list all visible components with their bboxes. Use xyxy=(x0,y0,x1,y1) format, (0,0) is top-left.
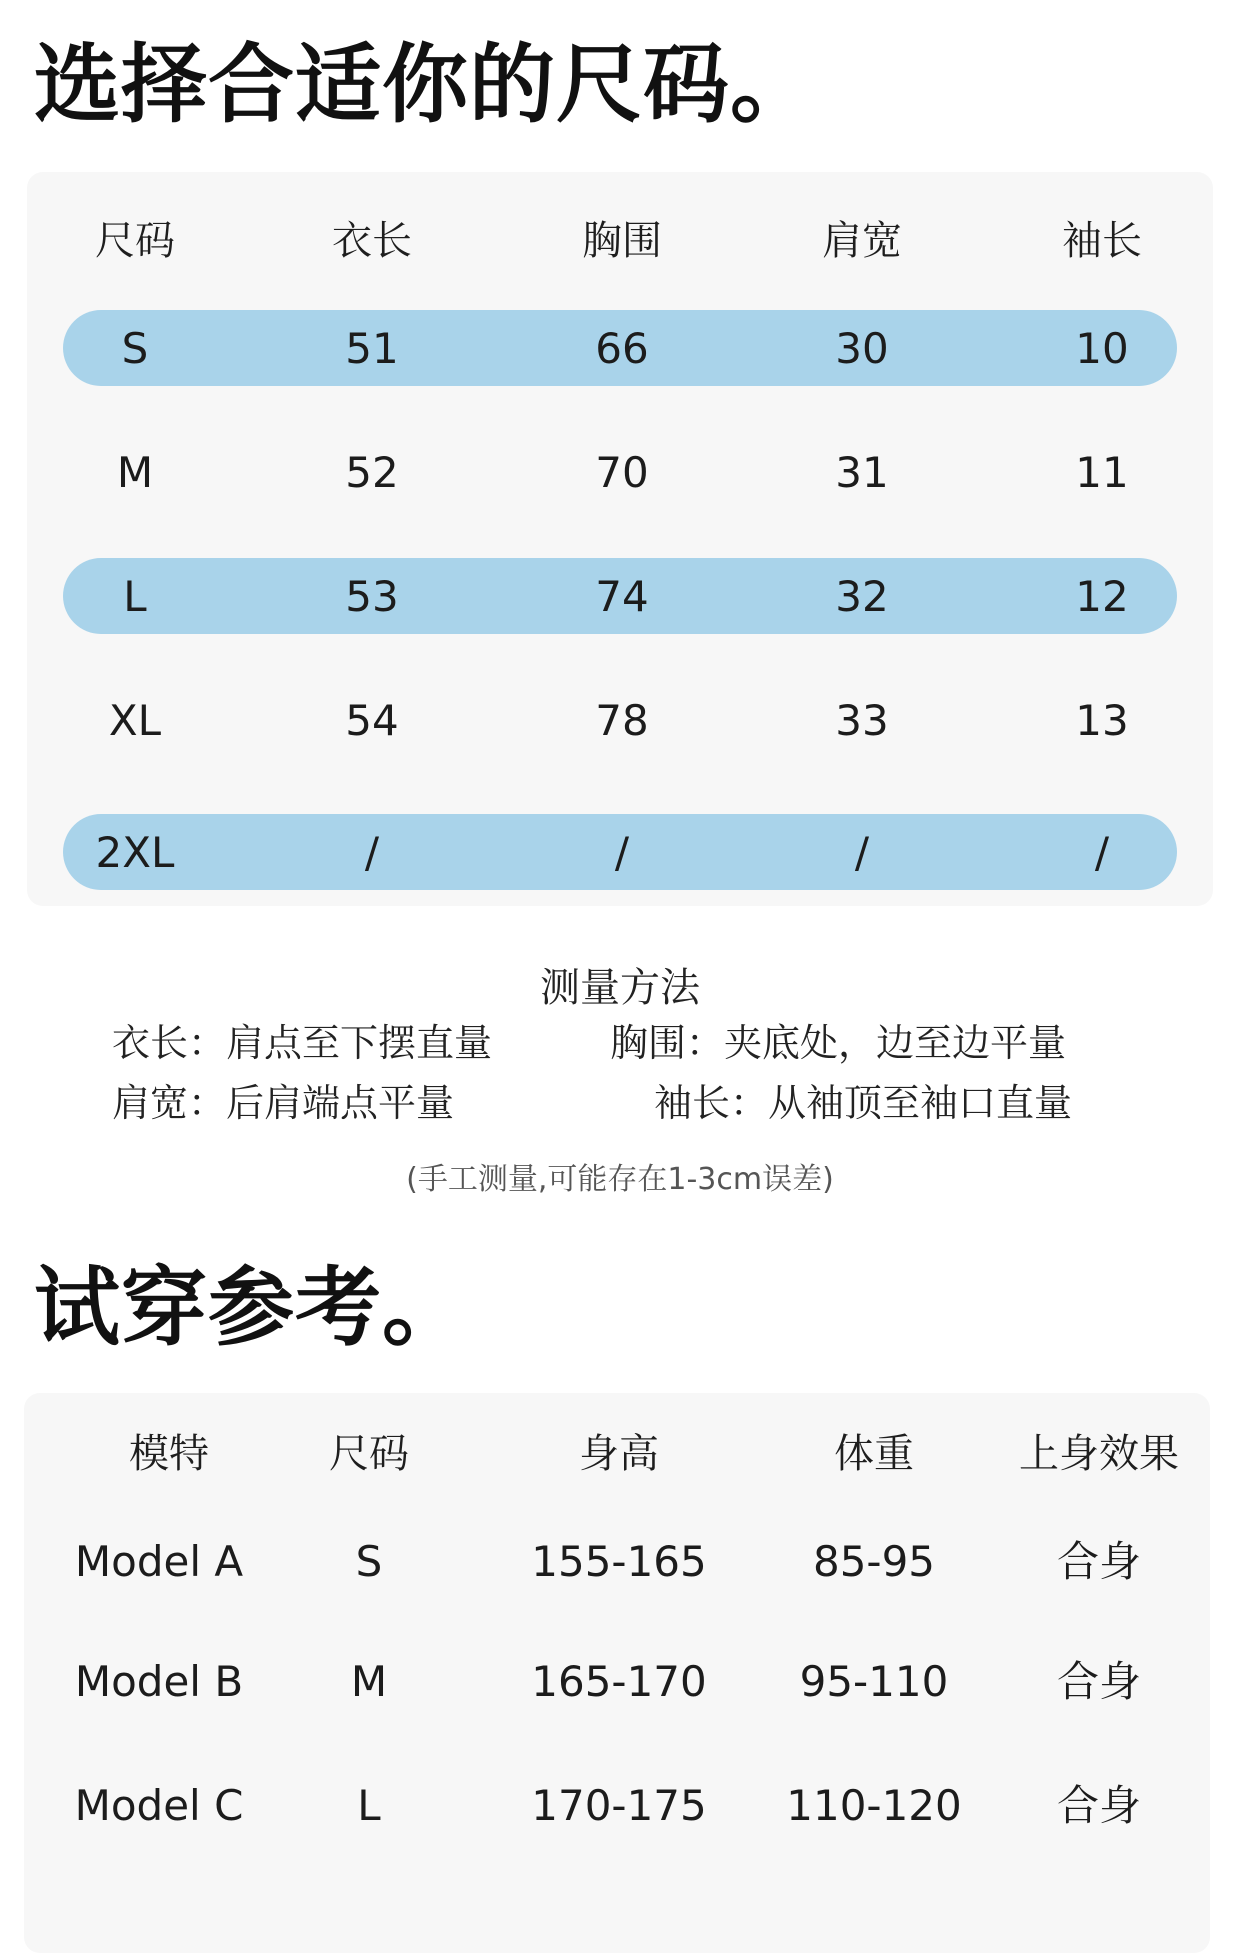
header-shoulder: 肩宽 xyxy=(822,218,902,264)
method-sleeve: 袖长：从袖顶至袖口直量 xyxy=(654,1081,1073,1125)
sleeve-value: / xyxy=(1094,828,1110,877)
size-label: M xyxy=(116,448,154,497)
length-value: 54 xyxy=(345,696,399,745)
method-chest: 胸围：夹底处，边至边平量 xyxy=(610,1021,1067,1065)
model-weight: 110-120 xyxy=(786,1781,962,1830)
sleeve-value: 13 xyxy=(1075,696,1129,745)
size-row-l xyxy=(27,558,1213,636)
length-value: 53 xyxy=(345,572,399,621)
model-weight: 95-110 xyxy=(799,1657,949,1706)
header-length: 衣长 xyxy=(332,218,412,264)
header-model: 模特 xyxy=(129,1431,209,1477)
measure-method xyxy=(60,960,1180,1210)
length-value: / xyxy=(364,828,380,877)
model-height: 165-170 xyxy=(531,1657,707,1706)
model-fit: 合身 xyxy=(1056,1781,1141,1830)
sleeve-value: 11 xyxy=(1075,448,1129,497)
size-chart-header xyxy=(27,202,1213,280)
size-label: S xyxy=(121,324,149,373)
header-height: 身高 xyxy=(579,1431,659,1477)
measure-note: (手工测量,可能存在1-3cm误差) xyxy=(406,1162,834,1197)
model-weight: 85-95 xyxy=(812,1537,936,1586)
header-chest: 胸围 xyxy=(582,218,662,264)
sleeve-value: 12 xyxy=(1075,572,1129,621)
method-length: 衣长：肩点至下摆直量 xyxy=(112,1021,493,1065)
size-row-xl xyxy=(27,682,1213,760)
model-size: L xyxy=(357,1781,381,1830)
tryon-row-b xyxy=(24,1643,1210,1721)
header-size: 尺码 xyxy=(329,1431,409,1477)
model-name: Model A xyxy=(74,1537,244,1586)
length-value: 52 xyxy=(345,448,399,497)
measure-method-title: 测量方法 xyxy=(540,965,700,1011)
tryon-header xyxy=(24,1415,1210,1493)
method-shoulder: 肩宽：后肩端点平量 xyxy=(112,1081,455,1125)
model-name: Model C xyxy=(74,1781,244,1830)
tryon-row-a xyxy=(24,1523,1210,1601)
chest-value: 70 xyxy=(595,448,649,497)
shoulder-value: 30 xyxy=(835,324,889,373)
size-label: 2XL xyxy=(95,828,175,877)
chest-value: / xyxy=(614,828,630,877)
chest-value: 66 xyxy=(595,324,649,373)
length-value: 51 xyxy=(345,324,399,373)
sleeve-value: 10 xyxy=(1075,324,1129,373)
tryon-section-title: 试穿参考。 xyxy=(34,1258,469,1358)
shoulder-value: 32 xyxy=(835,572,889,621)
model-height: 155-165 xyxy=(531,1537,707,1586)
shoulder-value: / xyxy=(854,828,870,877)
model-height: 170-175 xyxy=(531,1781,707,1830)
chest-value: 74 xyxy=(595,572,649,621)
shoulder-value: 31 xyxy=(835,448,889,497)
size-row-m xyxy=(27,434,1213,512)
model-fit: 合身 xyxy=(1056,1657,1141,1706)
tryon-row-c xyxy=(24,1767,1210,1845)
size-section-title: 选择合适你的尺码。 xyxy=(34,35,817,135)
size-label: XL xyxy=(108,696,162,745)
model-fit: 合身 xyxy=(1056,1537,1141,1586)
model-size: S xyxy=(355,1537,383,1586)
size-row-s xyxy=(27,310,1213,388)
shoulder-value: 33 xyxy=(835,696,889,745)
size-chart-card xyxy=(27,172,1213,906)
tryon-card xyxy=(24,1393,1210,1953)
header-weight: 体重 xyxy=(834,1431,914,1477)
header-fit: 上身效果 xyxy=(1019,1431,1179,1477)
chest-value: 78 xyxy=(595,696,649,745)
header-sleeve: 袖长 xyxy=(1062,218,1142,264)
size-label: L xyxy=(123,572,147,621)
model-name: Model B xyxy=(74,1657,244,1706)
size-row-2xl xyxy=(27,814,1213,892)
header-size: 尺码 xyxy=(95,218,175,264)
model-size: M xyxy=(350,1657,388,1706)
